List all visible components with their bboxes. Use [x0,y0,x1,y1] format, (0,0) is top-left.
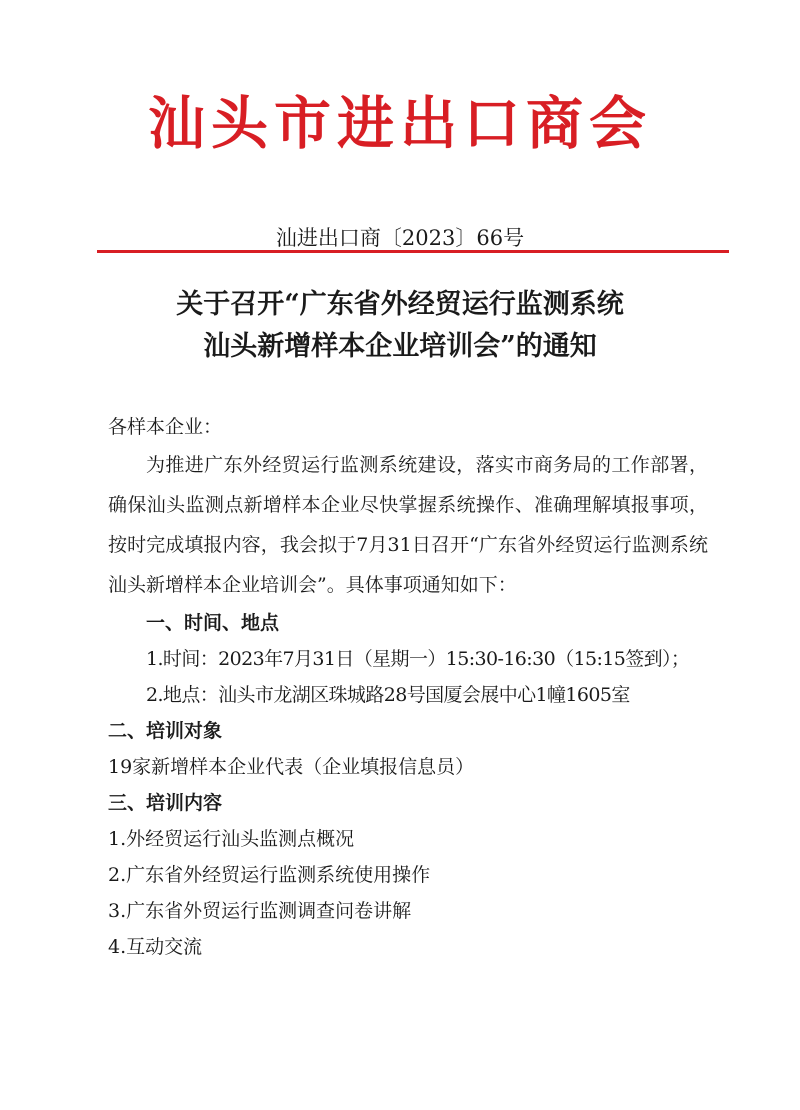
section-1-item: 2.地点：汕头市龙湖区珠城路28号国厦会展中心1幢1605室 [146,684,630,706]
letterhead-org-name: 汕头市进出口商会 [148,90,652,157]
salutation: 各样本企业： [108,416,223,438]
document-title [0,284,800,368]
document-title-line-2: 汕头新增样本企业培训会”的通知 [203,331,597,362]
letterhead-red-rule [97,250,729,253]
section-3-item: 2.广东省外经贸运行监测系统使用操作 [108,864,431,886]
intro-paragraph [108,445,708,605]
intro-text: 为推进广东外经贸运行监测系统建设，落实市商务局的工作部署，确保汕头监测点新增样本企业尽快掌握系统操作、准确理解填报事项，按时完成填报内容，我会拟于7月31日召开“广东省外经贸运行监测系统汕头新增样本企业培训会”。具体事项通知如下： [108,454,708,596]
section-1-item: 1.时间：2023年7月31日（星期一）15:30-16:30（15:15签到）； [146,648,690,670]
document-body [108,409,708,965]
section-2-text: 19家新增样本企业代表（企业填报信息员） [108,756,475,778]
section-3-item: 1.外经贸运行汕头监测点概况 [108,828,355,850]
section-3-heading: 三、培训内容 [108,792,223,814]
document-number: 汕进出口商〔2023〕66号 [275,226,525,250]
section-1-heading: 一、时间、地点 [146,612,280,634]
section-3-item: 4.互动交流 [108,936,203,958]
document-title-line-1: 关于召开“广东省外经贸运行监测系统 [176,289,624,320]
section-2-heading: 二、培训对象 [108,720,223,742]
section-3-item: 3.广东省外贸运行监测调查问卷讲解 [108,900,412,922]
